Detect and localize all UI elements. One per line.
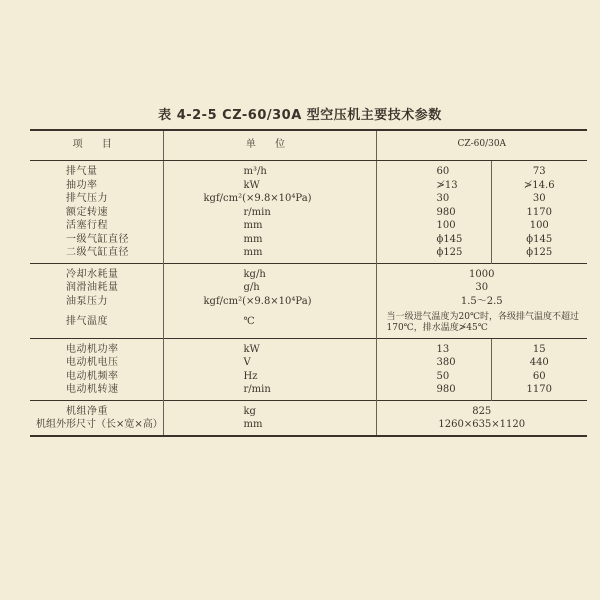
table-title: 表 4-2-5 CZ-60/30A 型空压机主要技术参数 (158, 108, 442, 123)
table-row (30, 384, 587, 400)
table-row (30, 161, 587, 180)
value-cell: 60 (491, 371, 587, 385)
table-row (30, 282, 587, 296)
value-cell: 980 (376, 207, 491, 221)
value-cell: ϕ145 (491, 234, 587, 248)
param-unit: V (163, 357, 376, 371)
table-row (30, 247, 587, 263)
note-cell: 当一级进气温度为20℃时，各级排气温度不超过170℃，排水温度≯45℃ (376, 309, 587, 338)
param-unit: Hz (163, 371, 376, 385)
value-cell: 30 (376, 282, 587, 296)
param-unit: kW (163, 338, 376, 357)
param-unit: kg (163, 400, 376, 419)
header-item: 项 目 (30, 130, 163, 161)
param-name: 油泵压力 (66, 295, 108, 307)
value-cell: 825 (376, 400, 587, 419)
value-cell: 100 (491, 220, 587, 234)
param-name: 排气温度 (66, 315, 108, 327)
param-unit: kW (163, 180, 376, 194)
table-row (30, 296, 587, 310)
param-name: 电动机电压 (66, 357, 119, 369)
param-unit: r/min (163, 384, 376, 400)
table-row (30, 371, 587, 385)
param-name: 抽功率 (66, 179, 98, 191)
value-cell: ϕ125 (491, 247, 587, 263)
param-unit: mm (163, 234, 376, 248)
param-name: 电动机转速 (66, 384, 119, 396)
table-row (30, 193, 587, 207)
param-unit: kgf/cm²(×9.8×10⁴Pa) (163, 193, 376, 207)
value-cell: 30 (376, 193, 491, 207)
param-name: 机组净重 (30, 400, 163, 419)
value-cell: 30 (491, 193, 587, 207)
value-cell: ϕ125 (376, 247, 491, 263)
value-cell: ≯13 (376, 180, 491, 194)
param-name: 排气压力 (66, 193, 108, 204)
param-unit: ℃ (163, 309, 376, 338)
value-cell: 980 (376, 384, 491, 400)
param-name: 二级气缸直径 (66, 247, 129, 258)
param-unit: g/h (163, 282, 376, 296)
value-cell: 440 (491, 357, 587, 371)
value-cell: 100 (376, 220, 491, 234)
header-unit: 单 位 (163, 130, 376, 161)
table-row (30, 357, 587, 371)
table-row (30, 309, 587, 338)
table-row (30, 234, 587, 248)
param-name: 电动机频率 (66, 370, 119, 382)
value-cell: 1000 (376, 263, 587, 282)
value-cell: 1.5～2.5 (376, 296, 587, 310)
param-unit: m³/h (163, 161, 376, 180)
param-name: 冷却水耗量 (30, 263, 163, 282)
value-cell: 13 (376, 338, 491, 357)
header-row (30, 130, 587, 161)
table-row (30, 220, 587, 234)
value-cell: 73 (491, 161, 587, 180)
param-name: 电动机功率 (30, 338, 163, 357)
value-cell: ϕ145 (376, 234, 491, 248)
table-row (30, 338, 587, 357)
param-unit: mm (163, 419, 376, 436)
header-model: CZ-60/30A (376, 130, 587, 161)
value-cell: 15 (491, 338, 587, 357)
table-row (30, 419, 587, 436)
value-cell: ≯14.6 (491, 180, 587, 194)
table-row (30, 180, 587, 194)
value-cell: 60 (376, 161, 491, 180)
param-unit: r/min (163, 207, 376, 221)
table-row (30, 207, 587, 221)
param-name: 活塞行程 (66, 220, 108, 231)
table-row (30, 263, 587, 282)
param-name: 一级气缸直径 (66, 233, 129, 245)
param-name: 额定转速 (66, 206, 108, 218)
value-cell: 50 (376, 371, 491, 385)
value-cell: 1260×635×1120 (376, 419, 587, 436)
spec-table (30, 129, 587, 437)
value-cell: 1170 (491, 384, 587, 400)
param-unit: mm (163, 220, 376, 234)
param-name: 排气量 (66, 166, 98, 177)
param-name: 机组外形尺寸（长×宽×高） (36, 419, 163, 431)
param-unit: kg/h (163, 263, 376, 282)
param-unit: kgf/cm²(×9.8×10⁴Pa) (163, 296, 376, 310)
param-unit: mm (163, 247, 376, 263)
value-cell: 380 (376, 357, 491, 371)
value-cell: 1170 (491, 207, 587, 221)
table-row (30, 400, 587, 419)
param-name: 润滑油耗量 (66, 282, 119, 293)
